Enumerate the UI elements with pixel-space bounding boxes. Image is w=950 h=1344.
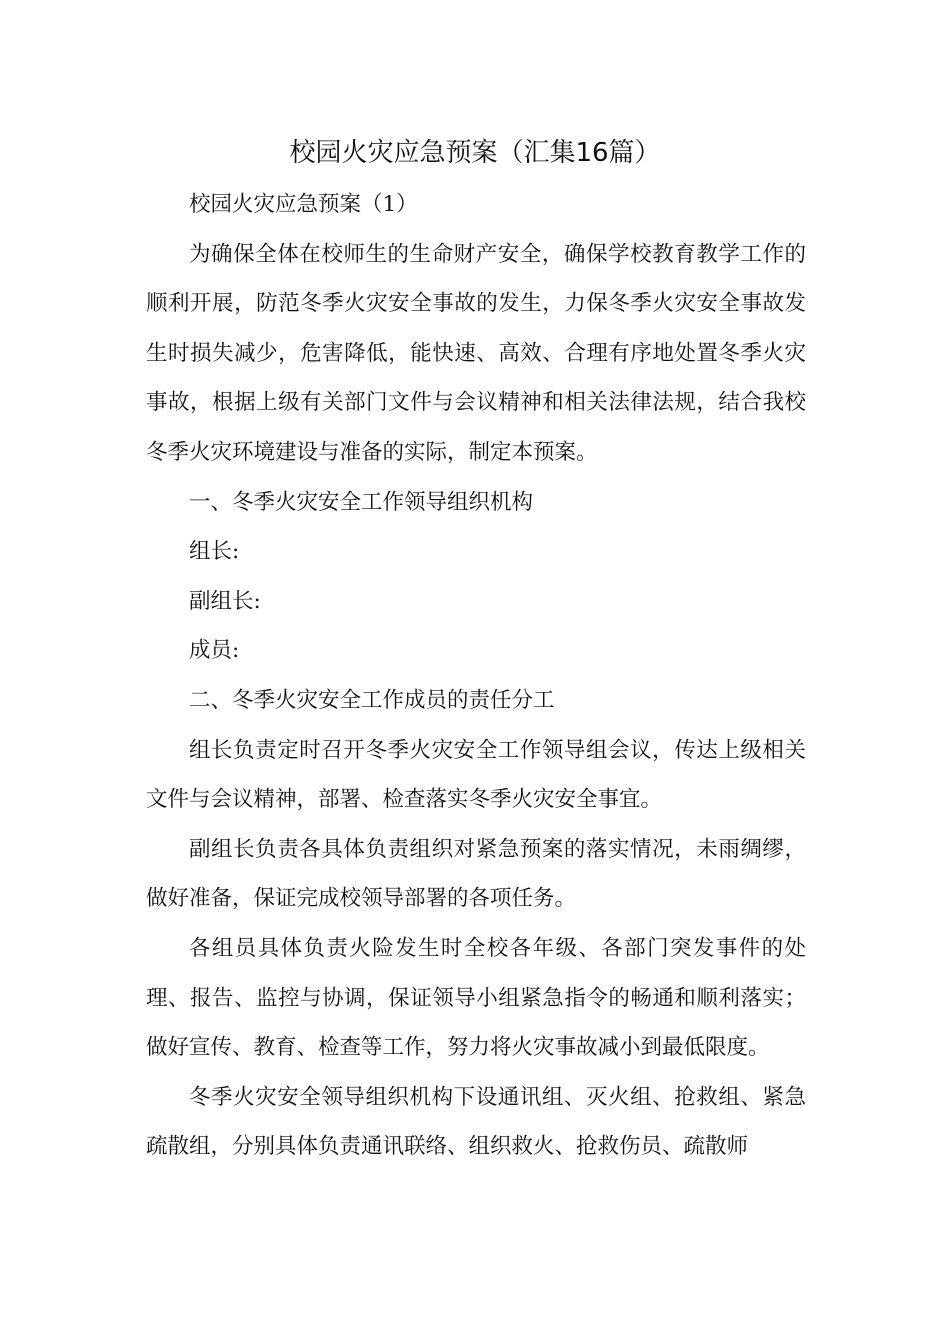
document-title: 校园火灾应急预案（汇集16篇） xyxy=(289,138,661,168)
section-heading: 一、冬季火灾安全工作领导组织机构 xyxy=(189,489,534,515)
paragraph: 成员: xyxy=(189,638,240,664)
paragraph: 冬季火灾安全领导组织机构下设通讯组、灭火组、抢救组、紧急疏散组，分别具体负责通讯联络、组织救火、抢救伤员、疏散师 xyxy=(146,1084,806,1160)
paragraph: 副组长: xyxy=(189,588,261,614)
document-body xyxy=(146,180,806,1172)
section-heading: 二、冬季火灾安全工作成员的责任分工 xyxy=(189,687,555,713)
paragraph: 组长负责定时召开冬季火灾安全工作领导组会议，传达上级相关文件与会议精神，部署、检查落实冬季火灾安全事宜。 xyxy=(146,737,806,813)
paragraph: 为确保全体在校师生的生命财产安全，确保学校教育教学工作的顺利开展，防范冬季火灾安全事故的发生，力保冬季火灾安全事故发生时损失减少，危害降低，能快速、高效、合理有序地处置冬季火灾事故，根据上级有关部门文件与会议精神和相关法律法规，结合我校冬季火灾环境建设与准备的实际，制定本预案。 xyxy=(146,241,806,465)
paragraph: 各组员具体负责火险发生时全校各年级、各部门突发事件的处理、报告、监控与协调，保证领导小组紧急指令的畅通和顺利落实；做好宣传、教育、检查等工作，努力将火灾事故减小到最低限度。 xyxy=(146,935,806,1061)
paragraph: 副组长负责各具体负责组织对紧急预案的落实情况，未雨绸缪，做好准备，保证完成校领导部署的各项任务。 xyxy=(146,836,806,912)
section-heading: 校园火灾应急预案（1） xyxy=(189,192,418,217)
paragraph: 组长: xyxy=(189,539,240,565)
